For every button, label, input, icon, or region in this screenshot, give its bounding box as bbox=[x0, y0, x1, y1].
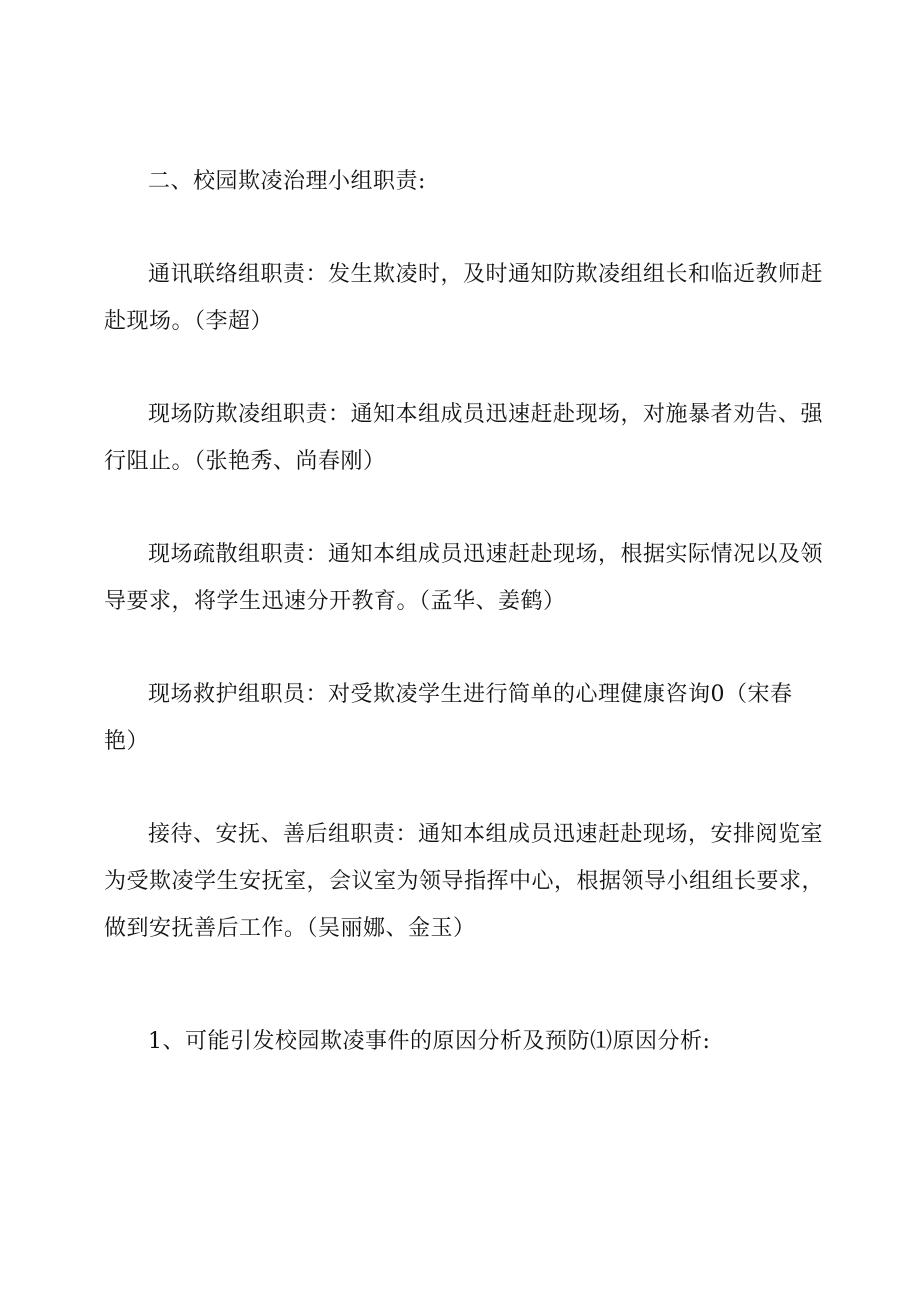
paragraph-anti-bullying-group: 现场防欺凌组职责：通知本组成员迅速赶赴现场，对施暴者劝告、强行阻止。（张艳秀、尚春刚） bbox=[104, 402, 824, 474]
paragraph-cause-analysis: 1、可能引发校园欺凌事件的原因分析及预防⑴原因分析: bbox=[148, 1029, 711, 1054]
paragraph-communication-group: 通讯联络组职责：发生欺凌时，及时通知防欺凌组组长和临近教师赶赴现场。（李超） bbox=[104, 262, 824, 334]
paragraph-evacuation-group: 现场疏散组职责：通知本组成员迅速赶赴现场，根据实际情况以及领导要求，将学生迅速分开教育。（孟华、姜鹤） bbox=[104, 542, 824, 614]
paragraph-rescue-group: 现场救护组职员：对受欺凌学生进行简单的心理健康咨询0（宋春艳） bbox=[104, 682, 793, 754]
section-heading: 二、校园欺凌治理小组职责: bbox=[148, 169, 426, 194]
paragraph-reception-group: 接待、安抚、善后组职责：通知本组成员迅速赶赴现场，安排阅览室为受欺凌学生安抚室，会议室为领导指挥中心，根据领导小组组长要求，做到安抚善后工作。（吴丽娜、金玉） bbox=[104, 822, 825, 941]
